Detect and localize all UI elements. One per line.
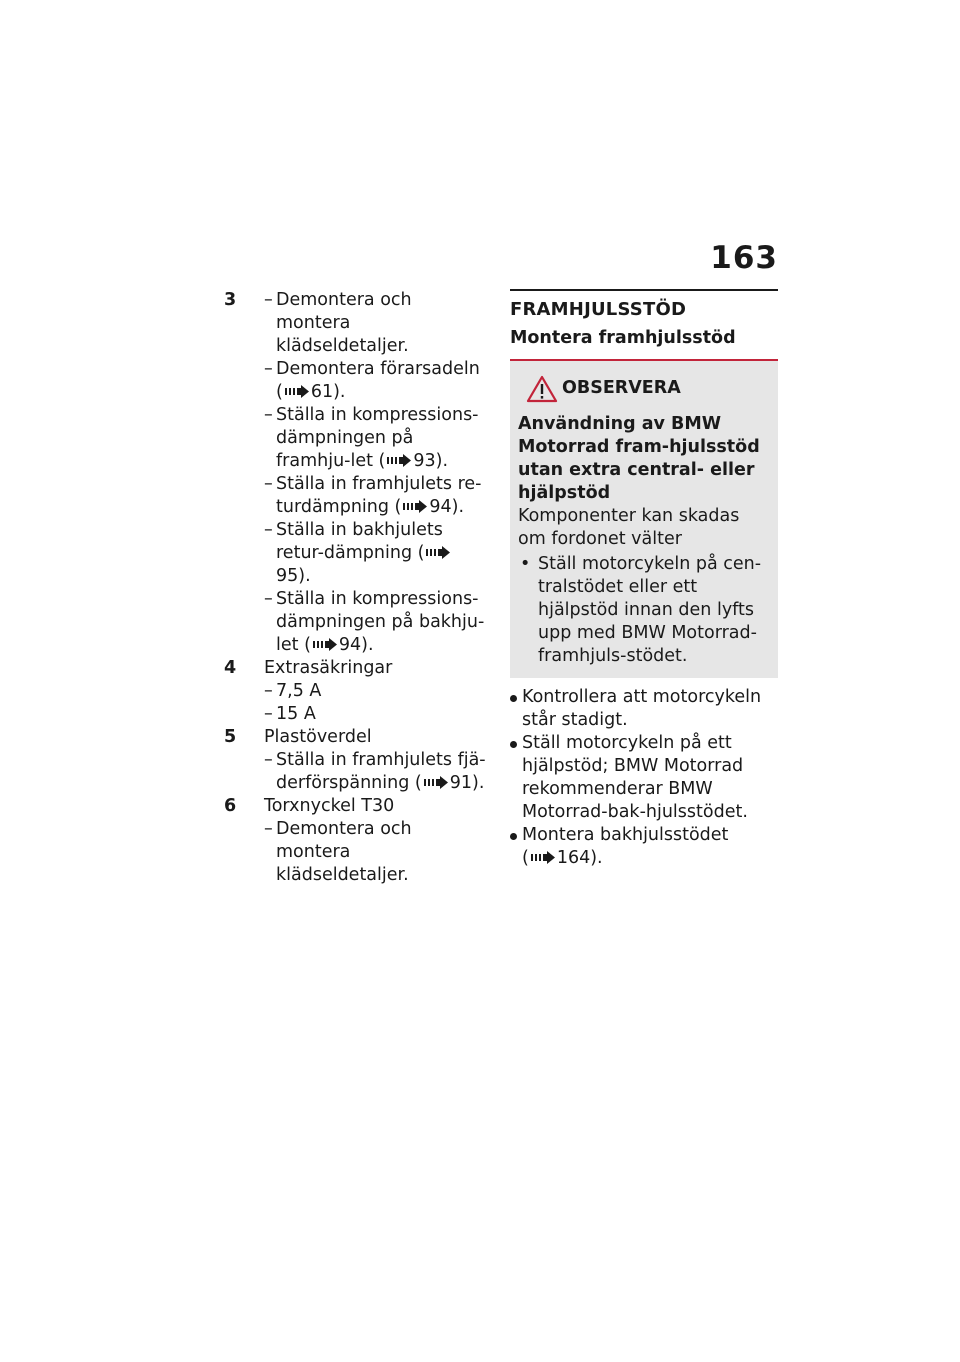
page-reference-arrow-icon — [285, 385, 309, 398]
sub-item-text: 7,5 A — [276, 681, 322, 701]
subsection-title: Montera framhjulsstöd — [510, 328, 736, 348]
page-reference-arrow-icon — [387, 454, 411, 467]
bullet-dot-icon — [510, 695, 517, 702]
front-stand-section — [510, 289, 778, 870]
sub-item-text: Ställa in kompressions-dämpningen på framhju-let — [276, 405, 479, 471]
notice-instruction — [518, 553, 770, 668]
sub-item-text: Demontera och montera klädseldetaljer. — [276, 290, 412, 356]
page-reference-arrow-icon — [426, 546, 450, 559]
page-reference: 93). — [413, 451, 449, 471]
notice-label: OBSERVERA — [562, 378, 681, 398]
sub-item-text: Demontera förarsadeln — [276, 359, 480, 379]
sub-item: – Demontera förarsadeln ( 61). — [264, 359, 480, 402]
page-reference: 91). — [449, 773, 485, 793]
bullet-dot-icon — [510, 833, 517, 840]
item-number: 4 — [224, 658, 237, 678]
page-reference: 94). — [429, 497, 465, 517]
sub-item: – 7,5 A — [264, 680, 486, 703]
item-label: Torxnyckel T30 — [264, 796, 395, 816]
notice-text: Komponenter kan skadas om fordonet välter — [518, 506, 740, 549]
sub-item-text: Ställa in framhjulets fjä-derförspänning — [276, 750, 486, 793]
instruction-text: Kontrollera att motorcykeln står stadigt. — [522, 687, 762, 730]
section-title: FRAMHJULSSTÖD — [510, 289, 778, 321]
list-item — [224, 289, 486, 657]
item-number: 3 — [224, 290, 237, 310]
instruction-text: Montera bakhjulsstödet — [522, 825, 729, 845]
item-label: Extrasäkringar — [264, 658, 393, 678]
warning-triangle-icon — [526, 375, 558, 403]
list-item — [510, 686, 778, 732]
sub-item: – Ställa in bakhjulets retur-dämpning (95). — [264, 519, 486, 588]
sub-item: – Ställa in framhjulets re-turdämpning ( 94). — [264, 474, 482, 517]
page-reference-arrow-icon — [531, 851, 555, 864]
sub-item-text: Ställa in bakhjulets retur-dämpning — [276, 520, 443, 563]
page-reference: 94). — [338, 635, 374, 655]
list-item — [224, 657, 486, 726]
sub-item: – Demontera och montera klädseldetaljer. — [264, 289, 486, 358]
notice-box — [510, 359, 778, 678]
list-item — [510, 732, 778, 824]
sub-item: – Ställa in kompressions-dämpningen på bakhju-let ( 94). — [264, 589, 485, 655]
page-reference: 61). — [310, 382, 346, 402]
sub-item-text: 15 A — [276, 704, 316, 724]
notice-header — [518, 373, 770, 413]
instruction-text: Ställ motorcykeln på ett hjälpstöd; BMW Motorrad rekommenderar BMW Motorrad-bak-hjulsstödet. — [522, 733, 748, 822]
bullet-mark: • — [520, 554, 531, 574]
item-number: 5 — [224, 727, 237, 747]
item-number: 6 — [224, 796, 237, 816]
sub-item: – Ställa in kompressions-dämpningen på framhju-let ( 93). — [264, 405, 479, 471]
page-reference-arrow-icon — [313, 638, 337, 651]
sub-item-text: Demontera och montera klädseldetaljer. — [276, 819, 412, 885]
sub-item: – 15 A — [264, 703, 486, 726]
list-item — [224, 726, 486, 795]
list-item: Montera bakhjulsstödet ( 164). — [510, 824, 778, 870]
page-number: 163 — [710, 240, 778, 276]
instruction-list — [510, 686, 778, 870]
notice-instruction-text: Ställ motorcykeln på cen-tralstödet eller ett hjälpstöd innan den lyfts upp med BMW Motorrad-framhjuls-stödet. — [538, 554, 762, 666]
page-reference: 164). — [556, 848, 603, 868]
notice-title: Användning av BMW Motorrad fram-hjulsstöd utan extra central- eller hjälpstöd — [518, 414, 760, 503]
sub-item: – Ställa in framhjulets fjä-derförspänning ( 91). — [264, 750, 486, 793]
sub-item: – Demontera och montera klädseldetaljer. — [264, 818, 486, 887]
list-item — [224, 795, 486, 887]
sub-item-text: Ställa in framhjulets re-turdämpning — [276, 474, 482, 517]
sub-item-text: Ställa in kompressions-dämpningen på bakhju-let — [276, 589, 485, 655]
page-reference-arrow-icon — [403, 500, 427, 513]
item-label: Plastöverdel — [264, 727, 372, 747]
bullet-dot-icon — [510, 741, 517, 748]
page-reference: 95). — [276, 566, 311, 586]
page-reference-arrow-icon — [424, 776, 448, 789]
parts-list — [224, 289, 486, 887]
